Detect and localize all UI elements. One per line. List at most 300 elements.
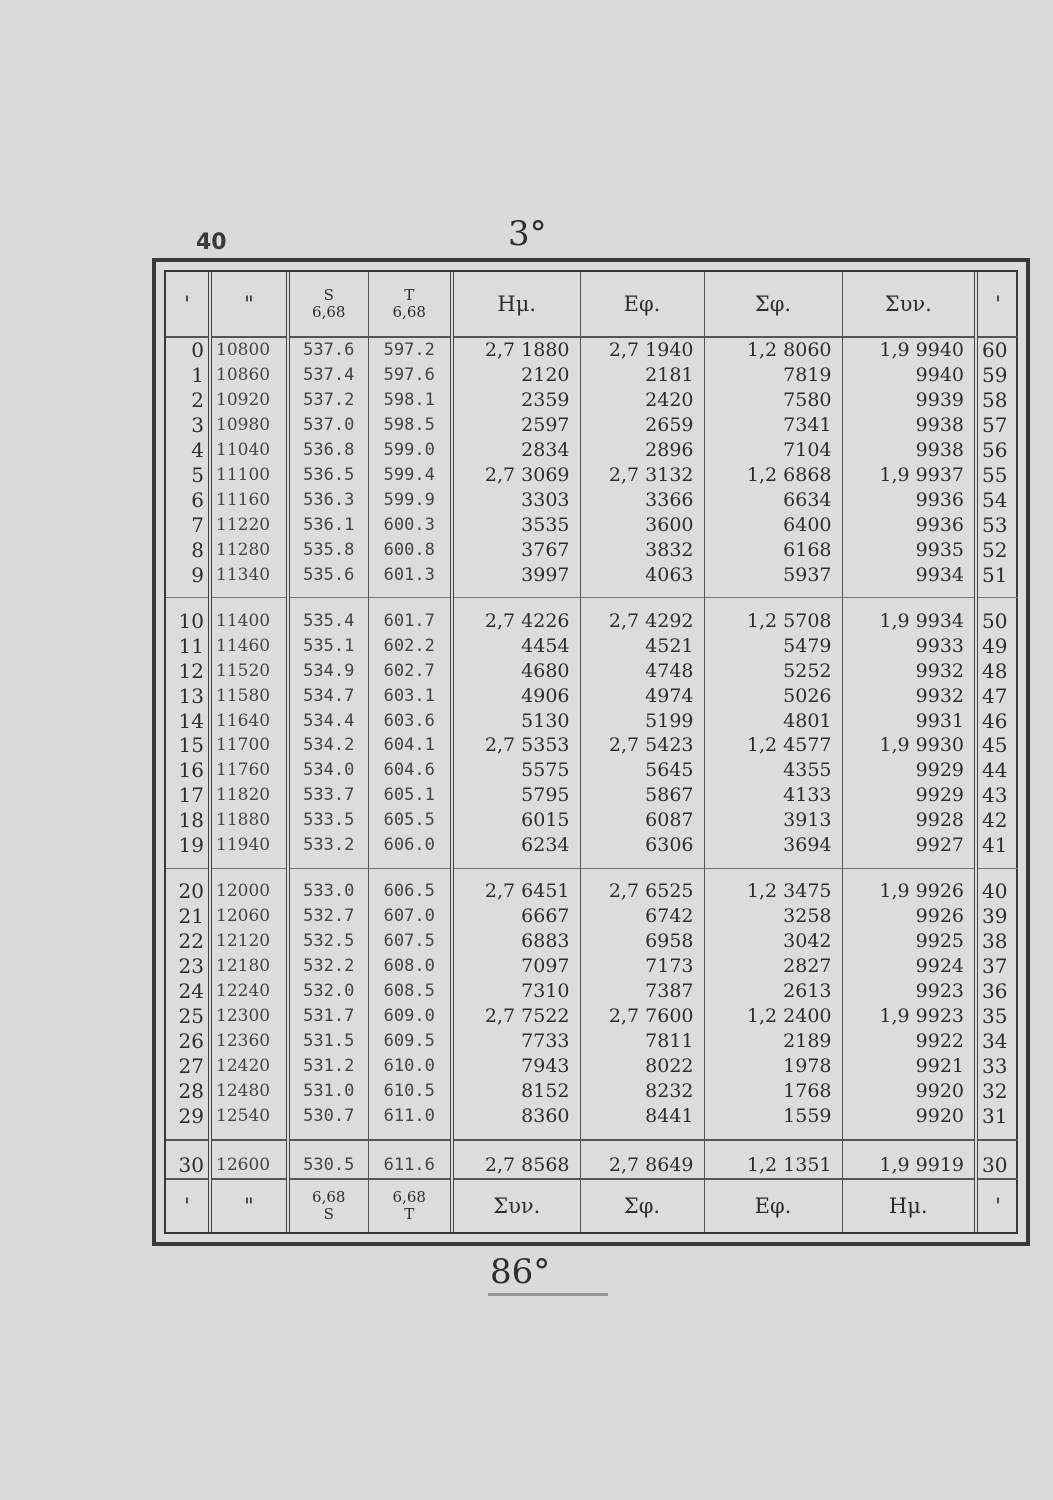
- row-tan-value: 5867: [580, 783, 704, 808]
- row-minute: 18: [178, 808, 204, 833]
- row-t-value: 598.1: [368, 388, 452, 413]
- row-tan-value: 2181: [580, 363, 704, 388]
- row-minute: 17: [178, 783, 204, 808]
- row-minute-right: 49: [976, 634, 1018, 659]
- row-t-value: 610.0: [368, 1054, 452, 1079]
- footer-s: [288, 1179, 368, 1232]
- row-cot-value: 4133: [704, 783, 842, 808]
- row-minute: 22: [178, 929, 204, 954]
- degree-heading-bottom: 86°: [490, 1252, 551, 1292]
- row-s-value: 537.6: [288, 337, 368, 363]
- row-minute: 29: [178, 1103, 204, 1128]
- row-tan-value: 6087: [580, 808, 704, 833]
- header-tan: Εφ.: [580, 272, 704, 337]
- row-cos-value: 9926: [842, 904, 976, 929]
- row-cos-value: 9920: [842, 1078, 976, 1103]
- row-minute-right: 41: [976, 833, 1018, 869]
- table-row: [166, 783, 1018, 808]
- row-s-value: 531.7: [288, 1004, 368, 1029]
- row-minute-right: 33: [976, 1054, 1018, 1079]
- row-t-value: 599.0: [368, 438, 452, 463]
- row-cos-value: 9923: [842, 979, 976, 1004]
- row-sin-value: 2,7 3069: [452, 463, 580, 488]
- header-cot: Σφ.: [704, 272, 842, 337]
- row-cos-value: 9929: [842, 758, 976, 783]
- row-cos-value: 9938: [842, 413, 976, 438]
- row-cos-value: 1,9 9919: [842, 1140, 976, 1179]
- row-tan-value: 2,7 3132: [580, 463, 704, 488]
- table-row: [166, 1078, 1018, 1103]
- row-minute-right: 48: [976, 658, 1018, 683]
- header-row: [166, 272, 1018, 337]
- row-seconds: 11880: [210, 808, 288, 833]
- row-cos-value: 9920: [842, 1103, 976, 1139]
- row-s-value: 533.0: [288, 868, 368, 904]
- row-cos-value: 9927: [842, 833, 976, 869]
- row-sin-value: 5575: [452, 758, 580, 783]
- row-tan-value: 2896: [580, 438, 704, 463]
- row-t-value: 607.5: [368, 929, 452, 954]
- footer-t-value: 6,68: [392, 1188, 426, 1206]
- table-row: [166, 1029, 1018, 1054]
- row-tan-value: 8441: [580, 1103, 704, 1139]
- row-minute-right: 60: [976, 337, 1018, 363]
- trig-table-frame: [152, 258, 1030, 1246]
- row-minute: 8: [191, 537, 204, 562]
- row-minute: 23: [178, 954, 204, 979]
- row-seconds: 12240: [210, 979, 288, 1004]
- row-tan-value: 8022: [580, 1054, 704, 1079]
- row-s-value: 533.2: [288, 833, 368, 869]
- row-s-value: 534.7: [288, 683, 368, 708]
- row-tan-value: 2659: [580, 413, 704, 438]
- row-sin-value: 2834: [452, 438, 580, 463]
- row-t-value: 611.0: [368, 1103, 452, 1139]
- table-row: [166, 1103, 1018, 1139]
- degree-heading-top: 3°: [508, 214, 547, 254]
- row-cot-value: 1,2 6868: [704, 463, 842, 488]
- row-cos-value: 9929: [842, 783, 976, 808]
- row-sin-value: 2359: [452, 388, 580, 413]
- row-cot-value: 2189: [704, 1029, 842, 1054]
- row-s-value: 530.5: [288, 1140, 368, 1179]
- row-cot-value: 7341: [704, 413, 842, 438]
- row-cot-value: 1768: [704, 1078, 842, 1103]
- row-sin-value: 4454: [452, 634, 580, 659]
- page-number: 40: [196, 230, 227, 255]
- row-minute-right: 38: [976, 929, 1018, 954]
- row-cot-value: 3913: [704, 808, 842, 833]
- table-body: [166, 337, 1018, 1179]
- row-cot-value: 1,2 1351: [704, 1140, 842, 1179]
- row-minute: 2: [191, 388, 204, 413]
- row-minute: 26: [178, 1028, 204, 1053]
- table-row: [166, 388, 1018, 413]
- row-minute-right: 35: [976, 1004, 1018, 1029]
- footer-sin: Ημ.: [842, 1179, 976, 1232]
- row-cos-value: 9932: [842, 683, 976, 708]
- row-seconds: 11640: [210, 708, 288, 733]
- row-cot-value: 5479: [704, 634, 842, 659]
- row-cot-value: 7580: [704, 388, 842, 413]
- trig-table: [166, 272, 1018, 1232]
- row-sin-value: 7733: [452, 1029, 580, 1054]
- table-row: [166, 808, 1018, 833]
- row-tan-value: 4521: [580, 634, 704, 659]
- row-t-value: 606.0: [368, 833, 452, 869]
- row-cos-value: 9922: [842, 1029, 976, 1054]
- row-cot-value: 1,2 3475: [704, 868, 842, 904]
- row-seconds: 12480: [210, 1078, 288, 1103]
- row-sin-value: 7310: [452, 979, 580, 1004]
- row-s-value: 536.8: [288, 438, 368, 463]
- row-cos-value: 9936: [842, 512, 976, 537]
- row-tan-value: 5199: [580, 708, 704, 733]
- row-tan-value: 4063: [580, 562, 704, 598]
- row-seconds: 11220: [210, 512, 288, 537]
- table-row: [166, 337, 1018, 363]
- row-s-value: 534.2: [288, 733, 368, 758]
- row-tan-value: 6742: [580, 904, 704, 929]
- row-sin-value: 5795: [452, 783, 580, 808]
- footer-t: [368, 1179, 452, 1232]
- row-t-value: 609.5: [368, 1029, 452, 1054]
- row-seconds: 12000: [210, 868, 288, 904]
- row-seconds: 11340: [210, 562, 288, 598]
- table-row: [166, 833, 1018, 869]
- row-t-value: 605.1: [368, 783, 452, 808]
- row-cos-value: 9938: [842, 438, 976, 463]
- row-t-value: 605.5: [368, 808, 452, 833]
- row-minute-right: 58: [976, 388, 1018, 413]
- table-row: [166, 708, 1018, 733]
- header-minutes-right: ': [976, 272, 1018, 337]
- row-cos-value: 9939: [842, 388, 976, 413]
- row-cos-value: 1,9 9923: [842, 1004, 976, 1029]
- row-s-value: 534.4: [288, 708, 368, 733]
- row-cot-value: 7819: [704, 363, 842, 388]
- row-t-value: 599.9: [368, 487, 452, 512]
- row-s-value: 536.1: [288, 512, 368, 537]
- row-sin-value: 8360: [452, 1103, 580, 1139]
- row-seconds: 10920: [210, 388, 288, 413]
- row-cos-value: 9925: [842, 929, 976, 954]
- row-t-value: 597.6: [368, 363, 452, 388]
- table-row: [166, 929, 1018, 954]
- row-minute: 7: [191, 512, 204, 537]
- row-t-value: 599.4: [368, 463, 452, 488]
- row-minute-right: 34: [976, 1029, 1018, 1054]
- row-s-value: 535.4: [288, 598, 368, 634]
- row-seconds: 12360: [210, 1029, 288, 1054]
- row-cos-value: 9924: [842, 954, 976, 979]
- row-minute: 3: [191, 413, 204, 438]
- header-t-label: T: [404, 286, 415, 304]
- table-row: [166, 537, 1018, 562]
- row-minute: 19: [178, 833, 204, 858]
- header-sin: Ημ.: [452, 272, 580, 337]
- row-cot-value: 5026: [704, 683, 842, 708]
- row-cos-value: 1,9 9930: [842, 733, 976, 758]
- table-row: [166, 598, 1018, 634]
- row-seconds: 11700: [210, 733, 288, 758]
- row-sin-value: 6234: [452, 833, 580, 869]
- row-s-value: 532.7: [288, 904, 368, 929]
- row-minute-right: 30: [976, 1140, 1018, 1179]
- row-cos-value: 9932: [842, 658, 976, 683]
- row-minute-right: 43: [976, 783, 1018, 808]
- row-minute: 13: [178, 683, 204, 708]
- row-t-value: 601.7: [368, 598, 452, 634]
- row-seconds: 12600: [210, 1140, 288, 1179]
- row-seconds: 12120: [210, 929, 288, 954]
- table-row: [166, 1054, 1018, 1079]
- row-cot-value: 1,2 8060: [704, 337, 842, 363]
- row-minute-right: 40: [976, 868, 1018, 904]
- row-minute: 10: [166, 598, 210, 634]
- row-minute: 16: [178, 758, 204, 783]
- row-s-value: 531.0: [288, 1078, 368, 1103]
- row-minute-right: 47: [976, 683, 1018, 708]
- row-minute-right: 39: [976, 904, 1018, 929]
- row-seconds: 10800: [210, 337, 288, 363]
- row-minute: 9: [191, 562, 204, 587]
- row-cot-value: 1559: [704, 1103, 842, 1139]
- footer-cos: Συν.: [452, 1179, 580, 1232]
- row-seconds: 12420: [210, 1054, 288, 1079]
- row-seconds: 11520: [210, 658, 288, 683]
- row-sin-value: 4906: [452, 683, 580, 708]
- row-seconds: 11940: [210, 833, 288, 869]
- row-sin-value: 3767: [452, 537, 580, 562]
- row-t-value: 597.2: [368, 337, 452, 363]
- row-sin-value: 2,7 6451: [452, 868, 580, 904]
- table-row: [166, 733, 1018, 758]
- table-row: [166, 512, 1018, 537]
- row-tan-value: 7387: [580, 979, 704, 1004]
- row-cot-value: 1,2 2400: [704, 1004, 842, 1029]
- row-cot-value: 6168: [704, 537, 842, 562]
- footer-cot: Σφ.: [580, 1179, 704, 1232]
- row-s-value: 535.1: [288, 634, 368, 659]
- header-cos: Συν.: [842, 272, 976, 337]
- row-minute: 6: [191, 487, 204, 512]
- row-t-value: 607.0: [368, 904, 452, 929]
- row-cot-value: 7104: [704, 438, 842, 463]
- row-cot-value: 2827: [704, 954, 842, 979]
- row-seconds: 11160: [210, 487, 288, 512]
- row-sin-value: 7097: [452, 954, 580, 979]
- row-minute: 1: [191, 363, 204, 388]
- row-minute-right: 36: [976, 979, 1018, 1004]
- row-minute-right: 46: [976, 708, 1018, 733]
- row-s-value: 534.0: [288, 758, 368, 783]
- row-tan-value: 4748: [580, 658, 704, 683]
- row-t-value: 598.5: [368, 413, 452, 438]
- row-minute-right: 37: [976, 954, 1018, 979]
- row-sin-value: 3997: [452, 562, 580, 598]
- row-sin-value: 6667: [452, 904, 580, 929]
- row-s-value: 537.4: [288, 363, 368, 388]
- row-tan-value: 3366: [580, 487, 704, 512]
- row-s-value: 533.5: [288, 808, 368, 833]
- row-minute: 28: [178, 1078, 204, 1103]
- footer-seconds: ": [210, 1179, 288, 1232]
- header-minutes: ': [166, 272, 210, 337]
- row-cot-value: 3694: [704, 833, 842, 869]
- row-cot-value: 3042: [704, 929, 842, 954]
- table-row: [166, 438, 1018, 463]
- row-s-value: 537.2: [288, 388, 368, 413]
- row-minute-right: 55: [976, 463, 1018, 488]
- row-tan-value: 6306: [580, 833, 704, 869]
- row-t-value: 601.3: [368, 562, 452, 598]
- row-minute: 12: [178, 658, 204, 683]
- row-tan-value: 7173: [580, 954, 704, 979]
- header-t: [368, 272, 452, 337]
- row-tan-value: 5645: [580, 758, 704, 783]
- footer-minutes-right: ': [976, 1179, 1018, 1232]
- row-t-value: 610.5: [368, 1078, 452, 1103]
- table-row: [166, 1140, 1018, 1179]
- row-s-value: 532.2: [288, 954, 368, 979]
- header-t-value: 6,68: [392, 303, 426, 321]
- row-s-value: 531.5: [288, 1029, 368, 1054]
- row-seconds: 11400: [210, 598, 288, 634]
- row-tan-value: 2,7 1940: [580, 337, 704, 363]
- row-minute: 14: [178, 708, 204, 733]
- row-cos-value: 1,9 9937: [842, 463, 976, 488]
- row-minute: 24: [178, 979, 204, 1004]
- row-sin-value: 2,7 5353: [452, 733, 580, 758]
- footer-s-value: 6,68: [312, 1188, 346, 1206]
- row-sin-value: 2597: [452, 413, 580, 438]
- row-cos-value: 9936: [842, 487, 976, 512]
- row-seconds: 11580: [210, 683, 288, 708]
- footer-row: [166, 1179, 1018, 1232]
- table-row: [166, 487, 1018, 512]
- row-minute-right: 53: [976, 512, 1018, 537]
- row-s-value: 537.0: [288, 413, 368, 438]
- row-sin-value: 6015: [452, 808, 580, 833]
- table-row: [166, 413, 1018, 438]
- row-minute: 30: [166, 1140, 210, 1179]
- table-row: [166, 954, 1018, 979]
- row-cos-value: 9940: [842, 363, 976, 388]
- row-minute-right: 45: [976, 733, 1018, 758]
- row-tan-value: 2,7 7600: [580, 1004, 704, 1029]
- row-seconds: 11820: [210, 783, 288, 808]
- row-t-value: 611.6: [368, 1140, 452, 1179]
- row-tan-value: 7811: [580, 1029, 704, 1054]
- row-t-value: 604.6: [368, 758, 452, 783]
- row-seconds: 12540: [210, 1103, 288, 1139]
- row-s-value: 532.0: [288, 979, 368, 1004]
- row-tan-value: 2,7 8649: [580, 1140, 704, 1179]
- row-cos-value: 9935: [842, 537, 976, 562]
- row-minute: 5: [191, 462, 204, 487]
- row-cot-value: 4355: [704, 758, 842, 783]
- row-tan-value: 3832: [580, 537, 704, 562]
- table-row: [166, 758, 1018, 783]
- row-cot-value: 1,2 4577: [704, 733, 842, 758]
- row-minute: 20: [166, 868, 210, 904]
- row-t-value: 603.6: [368, 708, 452, 733]
- row-minute-right: 32: [976, 1078, 1018, 1103]
- row-minute: 0: [191, 338, 204, 363]
- row-sin-value: 2,7 1880: [452, 337, 580, 363]
- row-minute: 25: [178, 1004, 204, 1029]
- row-minute-right: 51: [976, 562, 1018, 598]
- degree-underline: [488, 1293, 608, 1296]
- row-t-value: 609.0: [368, 1004, 452, 1029]
- row-t-value: 604.1: [368, 733, 452, 758]
- row-cos-value: 1,9 9934: [842, 598, 976, 634]
- table-row: [166, 868, 1018, 904]
- row-seconds: 11760: [210, 758, 288, 783]
- row-seconds: 12300: [210, 1004, 288, 1029]
- footer-minutes: ': [166, 1179, 210, 1232]
- row-cot-value: 5937: [704, 562, 842, 598]
- row-sin-value: 5130: [452, 708, 580, 733]
- row-s-value: 533.7: [288, 783, 368, 808]
- row-minute-right: 56: [976, 438, 1018, 463]
- row-s-value: 536.3: [288, 487, 368, 512]
- row-cot-value: 6400: [704, 512, 842, 537]
- row-seconds: 12180: [210, 954, 288, 979]
- row-s-value: 531.2: [288, 1054, 368, 1079]
- row-t-value: 602.7: [368, 658, 452, 683]
- table-row: [166, 363, 1018, 388]
- header-s: [288, 272, 368, 337]
- row-minute: 11: [178, 633, 204, 658]
- row-t-value: 606.5: [368, 868, 452, 904]
- row-seconds: 12060: [210, 904, 288, 929]
- row-cos-value: 1,9 9926: [842, 868, 976, 904]
- row-cos-value: 9933: [842, 634, 976, 659]
- footer-s-label: S: [323, 1205, 334, 1223]
- row-minute: 21: [178, 904, 204, 929]
- header-s-label: S: [323, 286, 334, 304]
- row-cos-value: 9921: [842, 1054, 976, 1079]
- row-cot-value: 3258: [704, 904, 842, 929]
- row-t-value: 608.5: [368, 979, 452, 1004]
- footer-tan: Εφ.: [704, 1179, 842, 1232]
- row-s-value: 530.7: [288, 1103, 368, 1139]
- row-cot-value: 1,2 5708: [704, 598, 842, 634]
- row-s-value: 534.9: [288, 658, 368, 683]
- row-tan-value: 8232: [580, 1078, 704, 1103]
- row-sin-value: 7943: [452, 1054, 580, 1079]
- row-minute: 15: [178, 733, 204, 758]
- row-t-value: 600.8: [368, 537, 452, 562]
- table-row: [166, 979, 1018, 1004]
- row-seconds: 10860: [210, 363, 288, 388]
- row-minute-right: 50: [976, 598, 1018, 634]
- row-minute: 4: [191, 437, 204, 462]
- row-minute: 27: [178, 1053, 204, 1078]
- row-cot-value: 6634: [704, 487, 842, 512]
- row-sin-value: 2,7 7522: [452, 1004, 580, 1029]
- row-minute-right: 31: [976, 1103, 1018, 1139]
- row-minute-right: 52: [976, 537, 1018, 562]
- row-tan-value: 6958: [580, 929, 704, 954]
- row-tan-value: 4974: [580, 683, 704, 708]
- row-sin-value: 2,7 4226: [452, 598, 580, 634]
- table-row: [166, 1004, 1018, 1029]
- row-sin-value: 3303: [452, 487, 580, 512]
- row-minute-right: 57: [976, 413, 1018, 438]
